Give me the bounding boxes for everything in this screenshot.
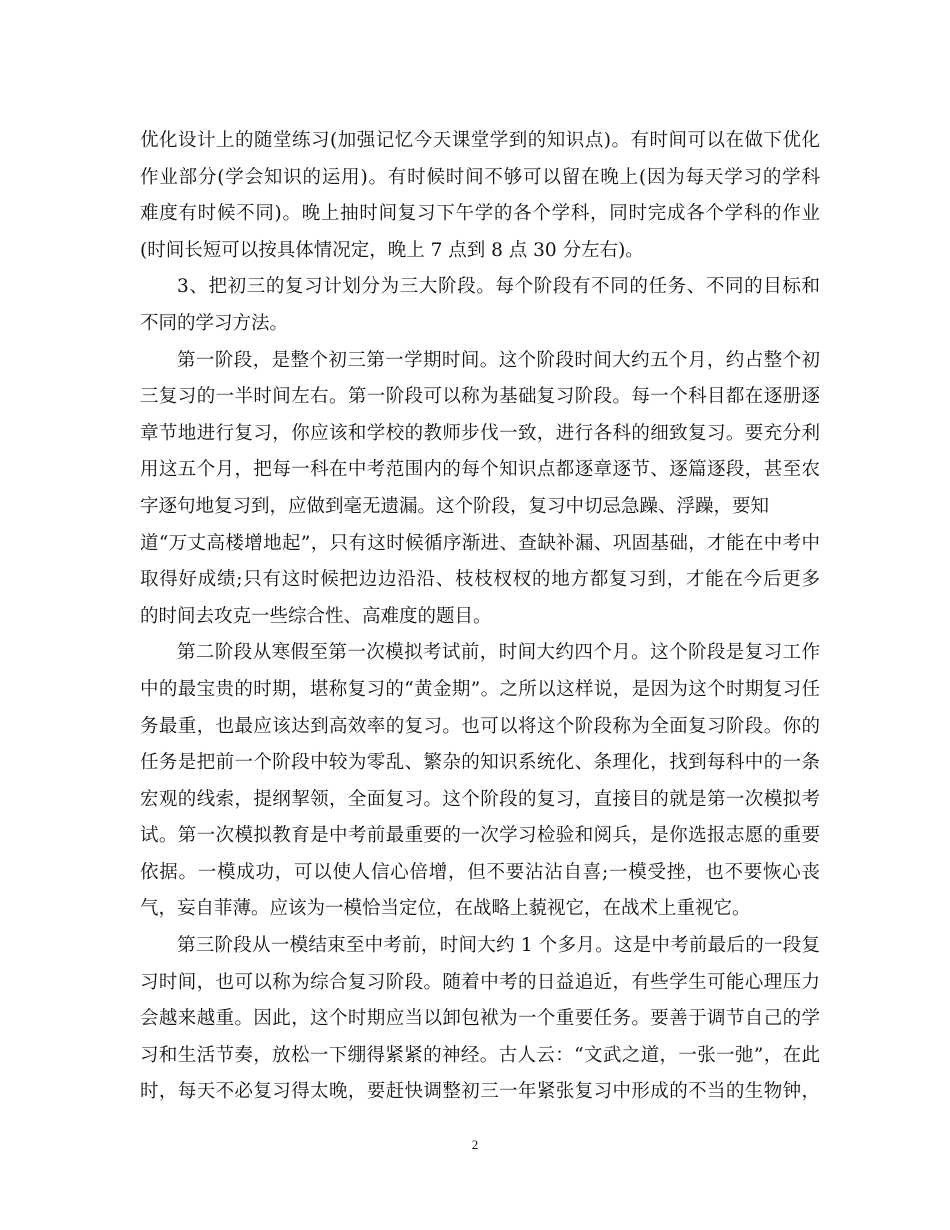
text-line: 3、把初三的复习计划分为三大阶段。每个阶段有不同的任务、不同的目标和	[177, 276, 820, 298]
text-line: 字逐句地复习到，应做到毫无遗漏。这个阶段，复习中切忌急躁、浮躁，要知	[140, 495, 770, 517]
text-line: 任务是把前一个阶段中较为零乱、繁杂的知识系统化、条理化，找到每科中的一条	[140, 752, 820, 774]
text-line: 气，妄自菲薄。应该为一模恰当定位，在战略上藐视它，在战术上重视它。	[140, 898, 751, 920]
text-line: 时，每天不必复习得太晚，要赶快调整初三一年紧张复习中形成的不当的生物钟，	[140, 1081, 820, 1103]
page-number: 2	[471, 1137, 479, 1152]
text-line: 优化设计上的随堂练习(加强记忆今天课堂学到的知识点)。有时间可以在做下优化	[140, 130, 820, 151]
document-body	[140, 123, 820, 1111]
text-line: 的时间去攻克一些综合性、高难度的题目。	[140, 605, 492, 627]
text-line: 宏观的线索，提纲挈领，全面复习。这个阶段的复习，直接目的就是第一次模拟考	[140, 788, 820, 810]
text-line: 务最重，也最应该达到高效率的复习。也可以将这个阶段称为全面复习阶段。你的	[140, 715, 820, 737]
text-line: (时间长短可以按具体情况定，晚上 7 点到 8 点 30 分左右)。	[140, 239, 644, 261]
text-line: 习时间，也可以称为综合复习阶段。随着中考的日益追近，有些学生可能心理压力	[140, 971, 820, 993]
text-line: 第一阶段，是整个初三第一学期时间。这个阶段时间大约五个月，约占整个初	[177, 349, 820, 371]
text-line: 习和生活节奏，放松一下绷得紧紧的神经。古人云：“文武之道，一张一弛”，在此	[140, 1044, 820, 1066]
text-line: 中的最宝贵的时期，堪称复习的“黄金期”。之所以这样说，是因为这个时期复习任	[140, 678, 820, 700]
text-line: 会越来越重。因此，这个时期应当以卸包袱为一个重要任务。要善于调节自己的学	[140, 1008, 820, 1030]
text-line: 道“万丈高楼增地起”，只有这时候循序渐进、查缺补漏、巩固基础，才能在中考中	[140, 532, 820, 554]
text-line: 不同的学习方法。	[140, 312, 289, 334]
text-line: 难度有时候不同)。晚上抽时间复习下午学的各个学科，同时完成各个学科的作业	[140, 203, 820, 225]
text-line: 三复习的一半时间左右。第一阶段可以称为基础复习阶段。每一个科目都在逐册逐	[140, 386, 820, 408]
text-line: 取得好成绩;只有这时候把边边沿沿、枝枝杈杈的地方都复习到，才能在今后更多	[140, 569, 820, 591]
text-line: 试。第一次模拟教育是中考前最重要的一次学习检验和阅兵，是你选报志愿的重要	[140, 825, 820, 847]
text-line: 第二阶段从寒假至第一次模拟考试前，时间大约四个月。这个阶段是复习工作	[177, 642, 820, 664]
text-line: 依据。一模成功，可以使人信心倍增，但不要沾沾自喜;一模受挫，也不要恢心丧	[140, 861, 820, 883]
text-line: 用这五个月，把每一科在中考范围内的每个知识点都逐章逐节、逐篇逐段，甚至农	[140, 459, 820, 481]
text-line: 作业部分(学会知识的运用)。有时候时间不够可以留在晚上(因为每天学习的学科	[140, 166, 820, 188]
text-line: 第三阶段从一模结束至中考前，时间大约 1 个多月。这是中考前最后的一段复	[177, 935, 820, 957]
text-line: 章节地进行复习，你应该和学校的教师步伐一致，进行各科的细致复习。要充分利	[140, 422, 820, 444]
